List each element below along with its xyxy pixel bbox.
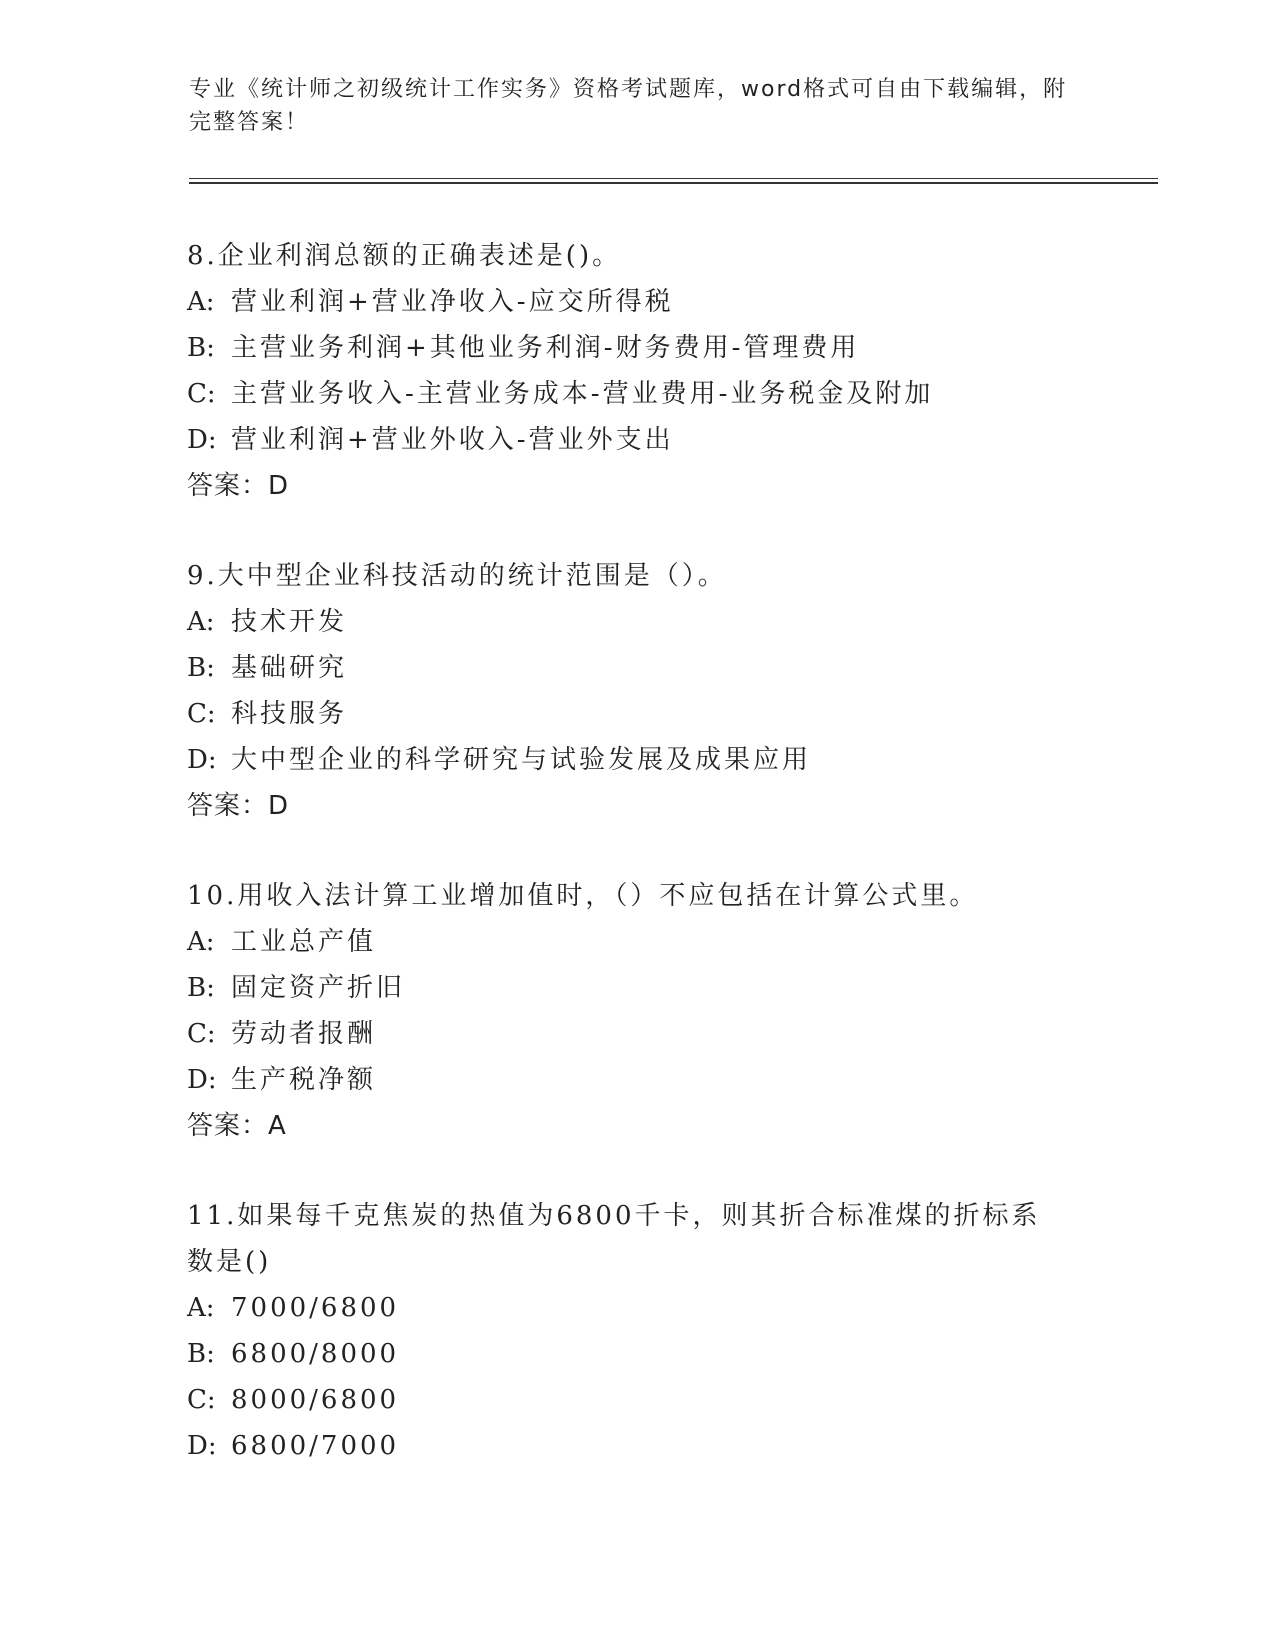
option-text: 8000/6800 [231, 1385, 400, 1415]
option-d [187, 1423, 1107, 1469]
header-intro-text: 专业《统计师之初级统计工作实务》资格考试题库，word格式可自由下载编辑，附完整答案！ [189, 77, 1068, 135]
header-divider-thin [189, 178, 1158, 179]
option-label: C: [187, 699, 216, 729]
answer-value: D [268, 791, 290, 821]
option-c [187, 691, 1107, 737]
option-d [187, 1057, 1107, 1103]
option-text: 6800/7000 [231, 1431, 400, 1461]
option-b [187, 325, 1107, 371]
option-text: 基础研究 [231, 653, 348, 683]
option-label: A: [187, 607, 215, 637]
document-header [189, 73, 1089, 139]
option-a [187, 1285, 1107, 1331]
option-label: C: [187, 1385, 216, 1415]
option-text: 营业利润+营业外收入-营业外支出 [231, 425, 674, 455]
answer-line [187, 783, 1107, 829]
question-11 [187, 1193, 1107, 1469]
option-label: A: [187, 287, 215, 317]
option-label: B: [187, 653, 215, 683]
option-a [187, 279, 1107, 325]
answer-line [187, 463, 1107, 509]
option-text: 工业总产值 [231, 927, 377, 957]
option-label: D: [187, 745, 217, 775]
question-9 [187, 553, 1107, 829]
question-stem: 9.大中型企业科技活动的统计范围是（）。 [187, 561, 727, 591]
option-label: B: [187, 973, 215, 1003]
option-label: C: [187, 1019, 216, 1049]
option-label: D: [187, 1065, 217, 1095]
answer-prefix: 答案： [187, 471, 269, 501]
option-text: 劳动者报酬 [231, 1019, 377, 1049]
option-label: A: [187, 927, 215, 957]
option-text: 固定资产折旧 [231, 973, 406, 1003]
option-b [187, 965, 1107, 1011]
question-8 [187, 233, 1107, 509]
option-a [187, 599, 1107, 645]
option-label: B: [187, 1339, 215, 1369]
option-text: 科技服务 [231, 699, 348, 729]
answer-value: A [268, 1111, 287, 1141]
option-d [187, 417, 1107, 463]
option-c [187, 1377, 1107, 1423]
option-text: 7000/6800 [231, 1293, 400, 1323]
option-label: A: [187, 1293, 215, 1323]
answer-prefix: 答案： [187, 791, 269, 821]
option-text: 技术开发 [231, 607, 348, 637]
option-b [187, 1331, 1107, 1377]
option-c [187, 371, 1107, 417]
option-text: 大中型企业的科学研究与试验发展及成果应用 [231, 745, 812, 775]
option-text: 主营业务利润+其他业务利润-财务费用-管理费用 [231, 333, 860, 363]
option-label: C: [187, 379, 216, 409]
question-stem: 10.用收入法计算工业增加值时，（）不应包括在计算公式里。 [187, 881, 979, 911]
question-stem: 11.如果每千克焦炭的热值为6800千卡，则其折合标准煤的折标系数是() [187, 1201, 1041, 1277]
answer-value: D [268, 471, 290, 501]
option-b [187, 645, 1107, 691]
question-stem: 8.企业利润总额的正确表述是()。 [187, 241, 622, 271]
option-d [187, 737, 1107, 783]
option-text: 主营业务收入-主营业务成本-营业费用-业务税金及附加 [231, 379, 934, 409]
option-text: 6800/8000 [231, 1339, 400, 1369]
answer-prefix: 答案： [187, 1111, 269, 1141]
option-label: B: [187, 333, 215, 363]
answer-line [187, 1103, 1107, 1149]
option-label: D: [187, 1431, 217, 1461]
option-text: 生产税净额 [231, 1065, 377, 1095]
header-divider-thick [189, 182, 1158, 184]
question-10 [187, 873, 1107, 1149]
option-text: 营业利润+营业净收入-应交所得税 [231, 287, 674, 317]
option-a [187, 919, 1107, 965]
option-c [187, 1011, 1107, 1057]
option-label: D: [187, 425, 217, 455]
